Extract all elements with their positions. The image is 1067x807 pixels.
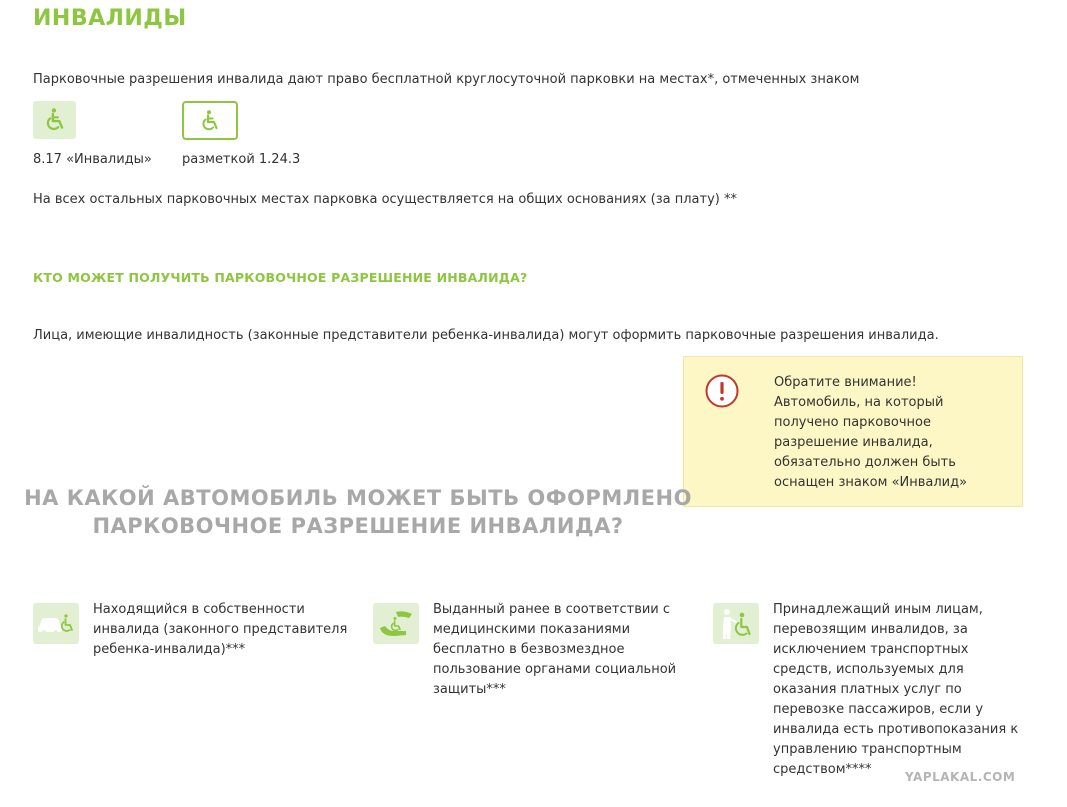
sign-label: разметкой 1.24.3 bbox=[182, 152, 301, 167]
marking-1-24-3 bbox=[182, 101, 238, 140]
item-line: Находящийся в собственности bbox=[93, 602, 305, 617]
notice-line: Обратите внимание! bbox=[774, 375, 917, 390]
item-line: исключением транспортных bbox=[773, 642, 969, 657]
item-line: инвалида (законного представителя bbox=[93, 622, 348, 637]
item-icon-issued bbox=[373, 603, 419, 644]
item-line: средств, используемых для bbox=[773, 662, 964, 677]
vehicle-heading-line: ПАРКОВОЧНОЕ РАЗРЕШЕНИЕ ИНВАЛИДА? bbox=[92, 514, 624, 538]
item-line: перевозке пассажиров, если у bbox=[773, 702, 984, 717]
item-line: медицинскими показаниями bbox=[433, 622, 631, 637]
exclamation-icon bbox=[705, 374, 739, 408]
intro-text: Парковочные разрешения инвалида дают право бесплатной круглосуточной парковки на местах*, отмеченных знаком bbox=[33, 72, 860, 87]
item-line: оказания платных услуг по bbox=[773, 682, 962, 697]
item-line: Принадлежащий иным лицам, bbox=[773, 602, 983, 617]
item-line: Выданный ранее в соответствии с bbox=[433, 602, 671, 617]
hands-wheelchair-icon bbox=[376, 608, 416, 640]
page-title: ИНВАЛИДЫ bbox=[33, 6, 187, 31]
item-line: бесплатно в безвозмездное bbox=[433, 642, 625, 657]
item-icon-owned bbox=[33, 603, 79, 644]
item-line: инвалида есть противопоказания к bbox=[773, 722, 1019, 737]
caregiver-wheelchair-icon bbox=[716, 607, 756, 641]
section-heading-who: КТО МОЖЕТ ПОЛУЧИТЬ ПАРКОВОЧНОЕ РАЗРЕШЕНИЕ ИНВАЛИДА? bbox=[33, 270, 528, 285]
notice-line: обязательно должен быть bbox=[774, 455, 956, 470]
notice-line: оснащен знаком «Инвалид» bbox=[774, 475, 968, 490]
item-line: пользование органами социальной bbox=[433, 662, 677, 677]
item-text-owned bbox=[93, 600, 353, 660]
item-text-other-owners bbox=[773, 600, 1033, 780]
sign-8-17 bbox=[33, 101, 76, 139]
item-line: перевозящим инвалидов, за bbox=[773, 622, 968, 637]
notice-text bbox=[774, 373, 1004, 493]
vehicle-heading bbox=[20, 484, 696, 540]
item-text-issued bbox=[433, 600, 688, 700]
vehicle-heading-line: НА КАКОЙ АВТОМОБИЛЬ МОЖЕТ БЫТЬ ОФОРМЛЕНО bbox=[24, 486, 692, 510]
sign-label: 8.17 «Инвалиды» bbox=[33, 152, 152, 167]
item-icon-other-owners bbox=[713, 603, 759, 644]
notice-line: Автомобиль, на который bbox=[774, 395, 944, 410]
item-line: средством**** bbox=[773, 762, 872, 777]
notice-line: разрешение инвалида, bbox=[774, 435, 933, 450]
item-line: ребенка-инвалида)*** bbox=[93, 642, 246, 657]
car-wheelchair-icon bbox=[36, 610, 76, 638]
wheelchair-icon bbox=[198, 109, 222, 133]
site-watermark: YAPLAKAL.COM bbox=[905, 770, 1016, 784]
item-line: защиты*** bbox=[433, 682, 506, 697]
paid-parking-note: На всех остальных парковочных местах парковка осуществляется на общих основаниях (за плату) ** bbox=[33, 192, 737, 207]
wheelchair-icon bbox=[42, 107, 68, 133]
notice-line: получено парковочное bbox=[774, 415, 931, 430]
eligibility-text: Лица, имеющие инвалидность (законные представители ребенка-инвалида) могут оформить парковочные разрешения инвалида. bbox=[33, 328, 939, 343]
item-line: управлению транспортным bbox=[773, 742, 962, 757]
notice-box bbox=[683, 356, 1023, 507]
